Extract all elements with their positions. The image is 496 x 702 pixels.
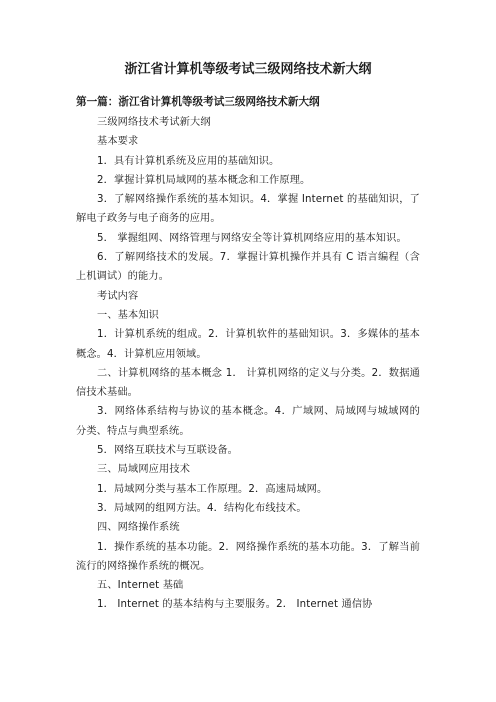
paragraph: 3．局域网的组网方法。4．结构化布线技术。	[97, 502, 307, 514]
paragraph: 五、Internet 基础	[97, 580, 184, 592]
paragraph: 考试内容	[97, 290, 139, 302]
paragraph: 5． 掌握组网、网络管理与网络安全等计算机网络应用的基本知识。	[97, 232, 407, 244]
paragraph: 1．计算机系统的组成。2．计算机软件的基础知识。3．多媒体的基本概念。4．计算机应用领域。	[76, 329, 420, 360]
paragraph: 一、基本知识	[97, 309, 160, 321]
paragraph: 四、网络操作系统	[97, 522, 180, 534]
paragraph: 二、计算机网络的基本概念 1． 计算机网络的定义与分类。2．数据通信技术基础。	[76, 367, 420, 399]
document-body	[76, 113, 420, 615]
paragraph: 1．操作系统的基本功能。2．网络操作系统的基本功能。3．了解当前流行的网络操作系统的概况。	[76, 541, 420, 572]
paragraph: 2．掌握计算机局域网的基本概念和工作原理。	[97, 174, 311, 186]
paragraph: 三、局域网应用技术	[97, 464, 191, 476]
paragraph: 5．网络互联技术与互联设备。	[97, 445, 239, 457]
paragraph: 3．了解网络操作系统的基本知识。4．掌握 Internet 的基础知识，了解电子政务与电子商务的应用。	[76, 194, 420, 225]
paragraph: 1．具有计算机系统及应用的基础知识。	[97, 155, 280, 167]
paragraph: 1．局域网分类与基本工作原理。2．高速局域网。	[97, 483, 328, 495]
paragraph: 三级网络技术考试新大纲	[97, 117, 211, 128]
paragraph: 1． Internet 的基本结构与主要服务。2． Internet 通信协	[97, 599, 373, 611]
paragraph: 6．了解网络技术的发展。7．掌握计算机操作并具有 C 语言编程（含上机调试）的能力。	[76, 252, 420, 283]
paragraph: 基本要求	[97, 136, 139, 148]
section-heading: 第一篇：浙江省计算机等级考试三级网络技术新大纲	[76, 96, 320, 108]
document-title: 浙江省计算机等级考试三级网络技术新大纲	[124, 62, 372, 77]
paragraph: 3．网络体系结构与协议的基本概念。4．广域网、局域网与城域网的分类、特点与典型系统。	[76, 406, 420, 437]
